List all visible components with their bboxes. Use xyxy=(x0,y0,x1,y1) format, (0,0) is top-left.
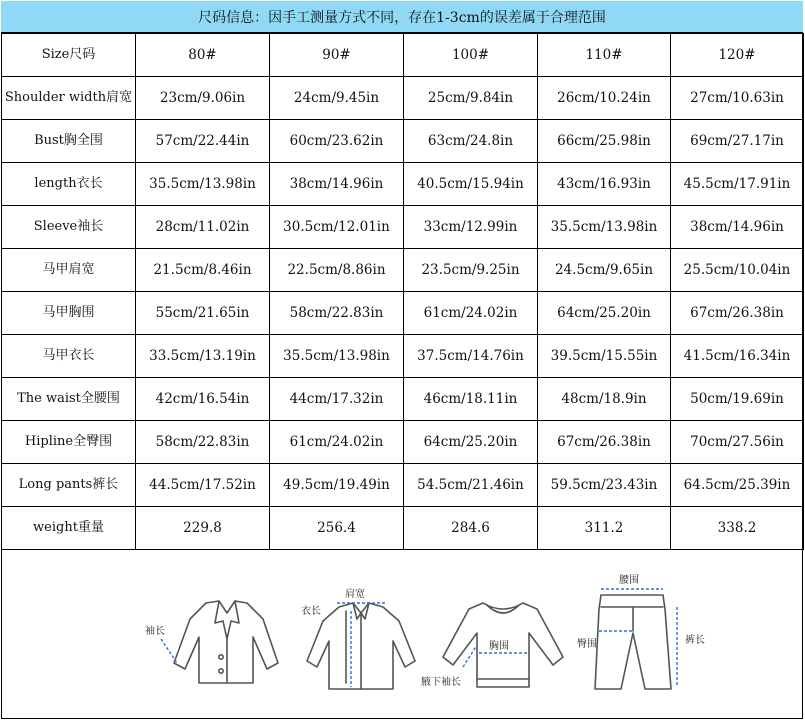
table-cell: 256.4 xyxy=(270,507,404,550)
row-label: Shoulder width肩宽 xyxy=(2,77,136,120)
table-cell: 48cm/18.9in xyxy=(538,378,671,421)
table-cell: 50cm/19.69in xyxy=(671,378,804,421)
row-label: weight重量 xyxy=(2,507,136,550)
table-cell: 24cm/9.45in xyxy=(270,77,404,120)
table-cell: 24.5cm/9.65in xyxy=(538,249,671,292)
table-cell: 55cm/21.65in xyxy=(136,292,270,335)
table-cell: 22.5cm/8.86in xyxy=(270,249,404,292)
measurement-diagram-svg xyxy=(1,561,803,719)
table-cell: 57cm/22.44in xyxy=(136,120,270,163)
row-label: 马甲肩宽 xyxy=(2,249,136,292)
table-cell: 69cm/27.17in xyxy=(671,120,804,163)
table-cell: 63cm/24.8in xyxy=(404,120,538,163)
column-header: 100# xyxy=(404,34,538,77)
table-cell: 27cm/10.63in xyxy=(671,77,804,120)
table-row xyxy=(2,163,804,206)
table-cell: 64cm/25.20in xyxy=(538,292,671,335)
row-label: 马甲衣长 xyxy=(2,335,136,378)
table-cell: 44.5cm/17.52in xyxy=(136,464,270,507)
table-cell: 44cm/17.32in xyxy=(270,378,404,421)
table-cell: 60cm/23.62in xyxy=(270,120,404,163)
table-cell: 61cm/24.02in xyxy=(270,421,404,464)
table-cell: 70cm/27.56in xyxy=(671,421,804,464)
table-cell: 23.5cm/9.25in xyxy=(404,249,538,292)
shirt-shoulder-label: 肩宽 xyxy=(345,589,365,600)
column-header: 90# xyxy=(270,34,404,77)
table-cell: 28cm/11.02in xyxy=(136,206,270,249)
table-row xyxy=(2,249,804,292)
table-cell: 64.5cm/25.39in xyxy=(671,464,804,507)
table-cell: 33cm/12.99in xyxy=(404,206,538,249)
table-cell: 284.6 xyxy=(404,507,538,550)
pants-drawing xyxy=(595,595,671,689)
jacket-drawing xyxy=(174,601,278,683)
table-cell: 38cm/14.96in xyxy=(270,163,404,206)
row-label: 马甲胸围 xyxy=(2,292,136,335)
jacket-sleeve-label: 袖长 xyxy=(145,626,165,637)
column-header: 110# xyxy=(538,34,671,77)
table-cell: 40.5cm/15.94in xyxy=(404,163,538,206)
pants-hip-label: 臀围 xyxy=(577,639,597,650)
table-row xyxy=(2,292,804,335)
pants-waist-label: 腰围 xyxy=(619,575,639,586)
table-cell: 38cm/14.96in xyxy=(671,206,804,249)
table-cell: 66cm/25.98in xyxy=(538,120,671,163)
table-row xyxy=(2,378,804,421)
table-cell: 67cm/26.38in xyxy=(538,421,671,464)
table-cell: 25.5cm/10.04in xyxy=(671,249,804,292)
column-header: Size尺码 xyxy=(2,34,136,77)
table-cell: 45.5cm/17.91in xyxy=(671,163,804,206)
size-table xyxy=(1,33,804,550)
table-row xyxy=(2,507,804,550)
sweater-underarm-sleeve-label: 腋下袖长 xyxy=(421,677,461,688)
row-label: Sleeve袖长 xyxy=(2,206,136,249)
table-cell: 23cm/9.06in xyxy=(136,77,270,120)
table-cell: 35.5cm/13.98in xyxy=(136,163,270,206)
table-row xyxy=(2,206,804,249)
table-row xyxy=(2,120,804,163)
table-row xyxy=(2,464,804,507)
table-cell: 35.5cm/13.98in xyxy=(270,335,404,378)
table-cell: 43cm/16.93in xyxy=(538,163,671,206)
table-cell: 21.5cm/8.46in xyxy=(136,249,270,292)
table-cell: 33.5cm/13.19in xyxy=(136,335,270,378)
row-label: Hipline全臀围 xyxy=(2,421,136,464)
size-info-text: 尺码信息：因手工测量方式不同，存在1-3cm的误差属于合理范围 xyxy=(198,9,606,26)
column-header: 120# xyxy=(671,34,804,77)
table-row xyxy=(2,77,804,120)
table-cell: 61cm/24.02in xyxy=(404,292,538,335)
row-label: Long pants裤长 xyxy=(2,464,136,507)
size-info-header xyxy=(1,1,803,33)
table-cell: 59.5cm/23.43in xyxy=(538,464,671,507)
table-cell: 30.5cm/12.01in xyxy=(270,206,404,249)
column-header: 80# xyxy=(136,34,270,77)
table-header-row xyxy=(2,34,804,77)
row-label: length衣长 xyxy=(2,163,136,206)
size-table-body xyxy=(2,34,804,550)
table-cell: 311.2 xyxy=(538,507,671,550)
table-cell: 49.5cm/19.49in xyxy=(270,464,404,507)
shirt-drawing xyxy=(307,603,415,689)
table-cell: 54.5cm/21.46in xyxy=(404,464,538,507)
table-cell: 46cm/18.11in xyxy=(404,378,538,421)
table-row xyxy=(2,421,804,464)
table-cell: 338.2 xyxy=(671,507,804,550)
table-cell: 64cm/25.20in xyxy=(404,421,538,464)
table-cell: 39.5cm/15.55in xyxy=(538,335,671,378)
measurement-illustration xyxy=(1,561,803,719)
table-cell: 42cm/16.54in xyxy=(136,378,270,421)
table-cell: 229.8 xyxy=(136,507,270,550)
table-row xyxy=(2,335,804,378)
table-cell: 58cm/22.83in xyxy=(136,421,270,464)
shirt-length-label: 衣长 xyxy=(301,606,321,617)
table-cell: 25cm/9.84in xyxy=(404,77,538,120)
table-cell: 67cm/26.38in xyxy=(671,292,804,335)
table-cell: 58cm/22.83in xyxy=(270,292,404,335)
table-cell: 37.5cm/14.76in xyxy=(404,335,538,378)
row-label: Bust胸全围 xyxy=(2,120,136,163)
row-label: The waist全腰围 xyxy=(2,378,136,421)
table-cell: 41.5cm/16.34in xyxy=(671,335,804,378)
table-cell: 26cm/10.24in xyxy=(538,77,671,120)
table-cell: 35.5cm/13.98in xyxy=(538,206,671,249)
sweater-chest-label: 胸围 xyxy=(489,641,509,652)
pants-length-label: 裤长 xyxy=(685,635,705,646)
